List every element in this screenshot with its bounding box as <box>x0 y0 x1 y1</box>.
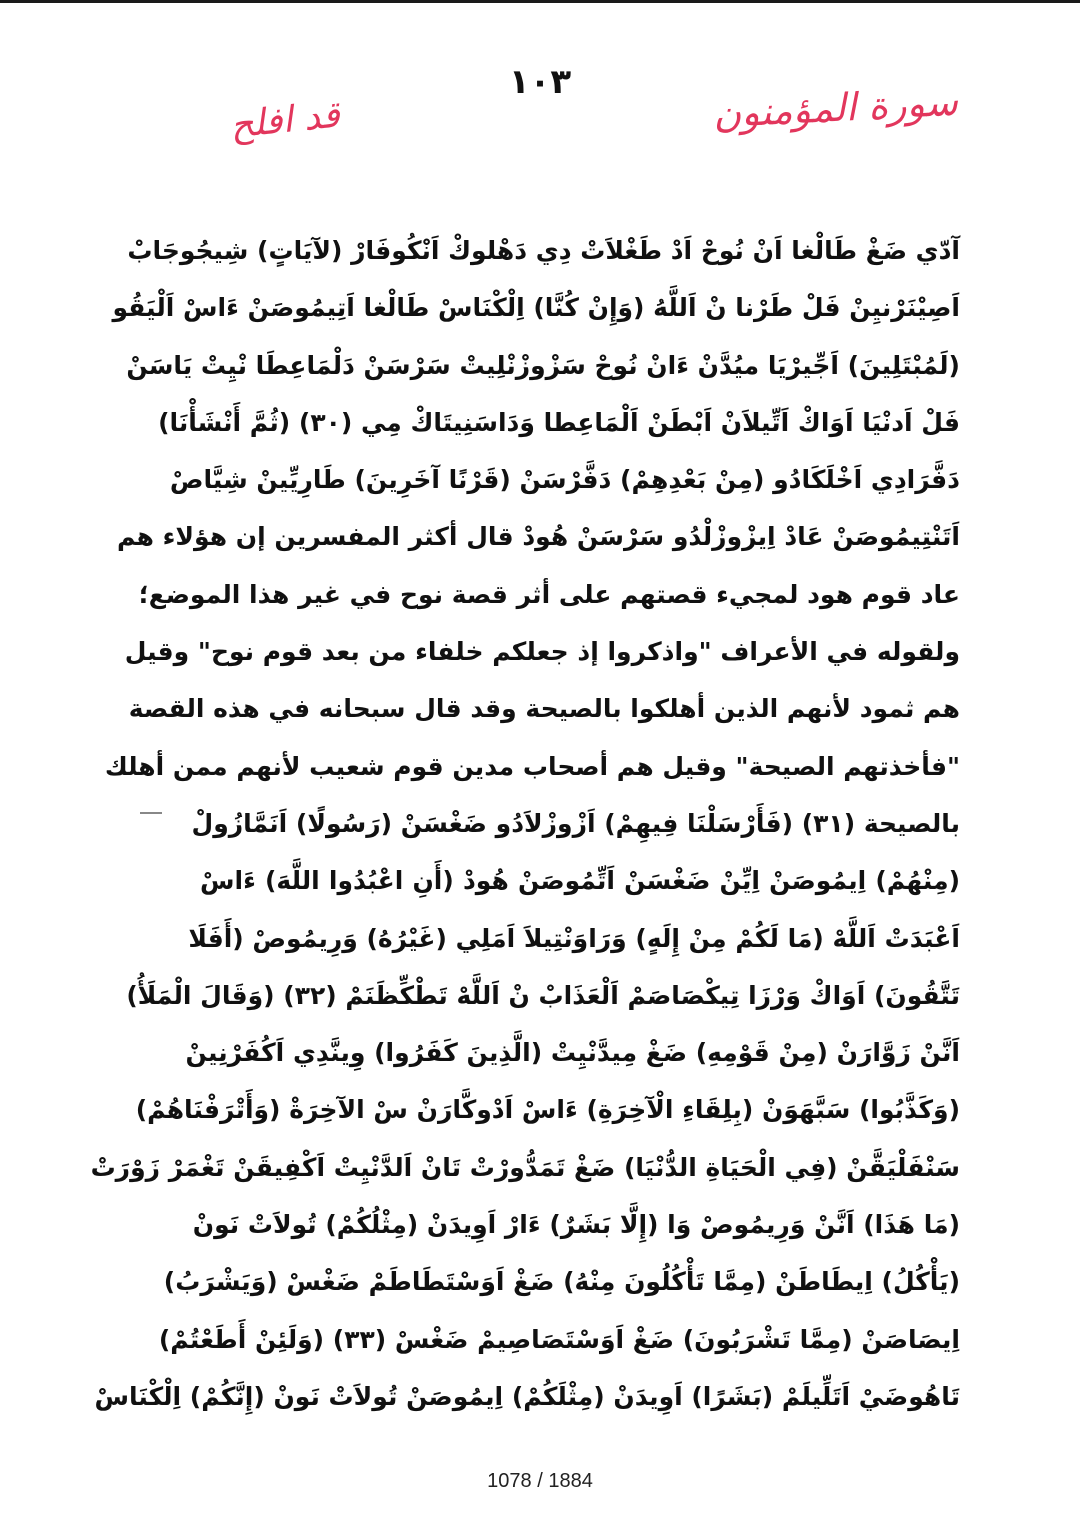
text-line: (مَا هَذَا) اَنَّنْ وَرِيمُوصْ وَا (إِلَّا بَشَرٌ) ءَارْ اَوِيدَنْ (مِثْلُكُمْ) تُولاَتْ نَونْ <box>192 1210 960 1240</box>
text-line: اَصِيْنَرْنيِنْ فَلْ طَرْنا نْ اَللَّهُ (وَإِنْ كُنَّا) اِلْكْنَاسْ طَالْغا اَتِيمُوصَنْ ءَاسْ اَلْيَقُو <box>112 293 960 323</box>
text-line: اَنَّنْ زَوَّارَنْ (مِنْ قَوْمِهِ) ضَغْ مِيدَّنْيِتْ (الَّذِينَ كَفَرُوا) وِينَّدِي اَكُفَرْنِينْ <box>185 1038 960 1068</box>
page-number: ١٠٣ <box>508 62 572 102</box>
text-line: اِيصَاصَنْ (مِمَّا تَشْرَبُونَ) ضَغْ اَوَسْتَصَاصِيمْ ضَغْسْ (٣٣) (وَلَئِنْ أَطَعْتُمْ) <box>158 1324 960 1354</box>
text-line: اَتَنْتِيمُوصَنْ عَادْ اِيزْوزْلْدُو سَرْسَنْ هُودْ قال أكثر المفسرين إن هؤلاء هم <box>116 522 960 552</box>
text-line: فَلْ اَدنْيَا اَوَاكْ اَتِّيلاَنْ اَبْطَنْ اَلْمَاعِطا وَدَاسَنِيتَاكْ مِي (٣٠) (ثُمَّ أَنْشَأْنَا) <box>158 407 960 437</box>
text-line: تَاهُوضَيْ اَتَلِّيلَمْ (بَشَرًا) اَوِيدَنْ (مِثْلَكُمْ) اِيمُوصَنْ تُولاَتْ نَونْ (إِنَّكُمْ) اِلْكْنَاسْ <box>94 1381 960 1411</box>
text-line: (لَمُبْتَلِينَ) اَجِّيرْيَا ميُدَّنْ ءَانْ نُوحْ سَزْوزْنْلِيتْ سَرْسَنْ دَلْمَاعِطَا نْيِتْ يَاسَنْ <box>126 350 960 380</box>
text-line: اَعْبَدَتْ اَللَّهْ (مَا لَكُمْ مِنْ إِلَهٍ) وَرَاوَنْتِيلاَ اَمَلِي (غَيْرُهُ) وَرِيمُوصْ (أَفَلَا <box>188 923 960 953</box>
text-line: بالصيحة (٣١) (فَأَرْسَلْنَا فِيهِمْ) اَزْوزْلاَدُو ضَغْسَنْ (رَسُولًا) اَنَمَّازُولْ <box>191 808 960 838</box>
handwritten-surah-name: سورة المؤمنون <box>712 79 959 137</box>
main-text <box>90 222 960 1425</box>
text-line: آدّي ضَغْ طَالْغا اَنْ نُوحْ اَدْ طَغْلاَتْ دِي دَهْلوكْ اَنْكُوفَارْ (لآيَاتٍ) شِيجُوجَابْ <box>127 236 960 265</box>
text-line: (مِنْهُمْ) اِيمُوصَنْ اِيِّنْ ضَغْسَنْ اَتِّمُوصَنْ هُودْ (أَنِ اعْبُدُوا اللَّهَ) ءَاسْ <box>200 866 960 896</box>
text-line: (وَكَذَّبُوا) سَبَّهَوَنْ (بِلِقَاءِ الْآخِرَةِ) ءَاسْ اَدْوكَّارَنْ سْ الآخِرَةْ (وَأَتْرَفْنَاهُمْ) <box>135 1095 960 1125</box>
text-line: هم ثمود لأنهم الذين أهلكوا بالصيحة وقد قال سبحانه في هذه القصة <box>128 694 960 724</box>
text-line: دَفَّرَادِي اَخْلَكَادُو (مِنْ بَعْدِهِمْ) دَفَّرْسَنْ (قَرْنًا آخَرِينَ) طَارِيِّينْ شِيَّاصْ <box>169 465 960 495</box>
margin-mark <box>140 812 162 814</box>
text-line: ولقوله في الأعراف "واذكروا إذ جعلكم خلفاء من بعد قوم نوح" وقيل <box>124 637 960 667</box>
top-scan-edge <box>0 0 1080 3</box>
pagination-indicator: 1078 / 1884 <box>487 1470 593 1492</box>
text-line: عاد قوم هود لمجيء قصتهم على أثر قصة نوح في غير هذا الموضع؛ <box>138 579 960 609</box>
text-line: سَنْفَلْيَقَّنْ (فِي الْحَيَاةِ الدُّنْيَا) ضَغْ تَمَدُّورْتْ تَانْ اَلدَّنْيِتْ اَكْفِيقَنْ تَغْمَرْ زَوْرَتْ <box>90 1152 960 1182</box>
text-line: "فأخذتهم الصيحة" وقيل هم أصحاب مدين قوم شعيب لأنهم ممن أهلك <box>104 751 960 781</box>
text-line: تَتَّقُونَ) اَوَاكْ وَرْزَا تِيكْصَاصَمْ اَلْعَذَابْ نْ اَللَّهْ تَطْكِّظَنَمْ (٣٢) (وَقَالَ الْمَلَأُ) <box>126 980 960 1010</box>
text-line: (يَأْكُلُ) اِيطَاطَنْ (مِمَّا تَأْكُلُونَ مِنْهُ) ضَغْ اَوَسْتَطَاطَمْ ضَغْسْ (وَيَشْرَبُ) <box>163 1267 960 1297</box>
handwritten-note: قد افلح <box>228 94 342 147</box>
